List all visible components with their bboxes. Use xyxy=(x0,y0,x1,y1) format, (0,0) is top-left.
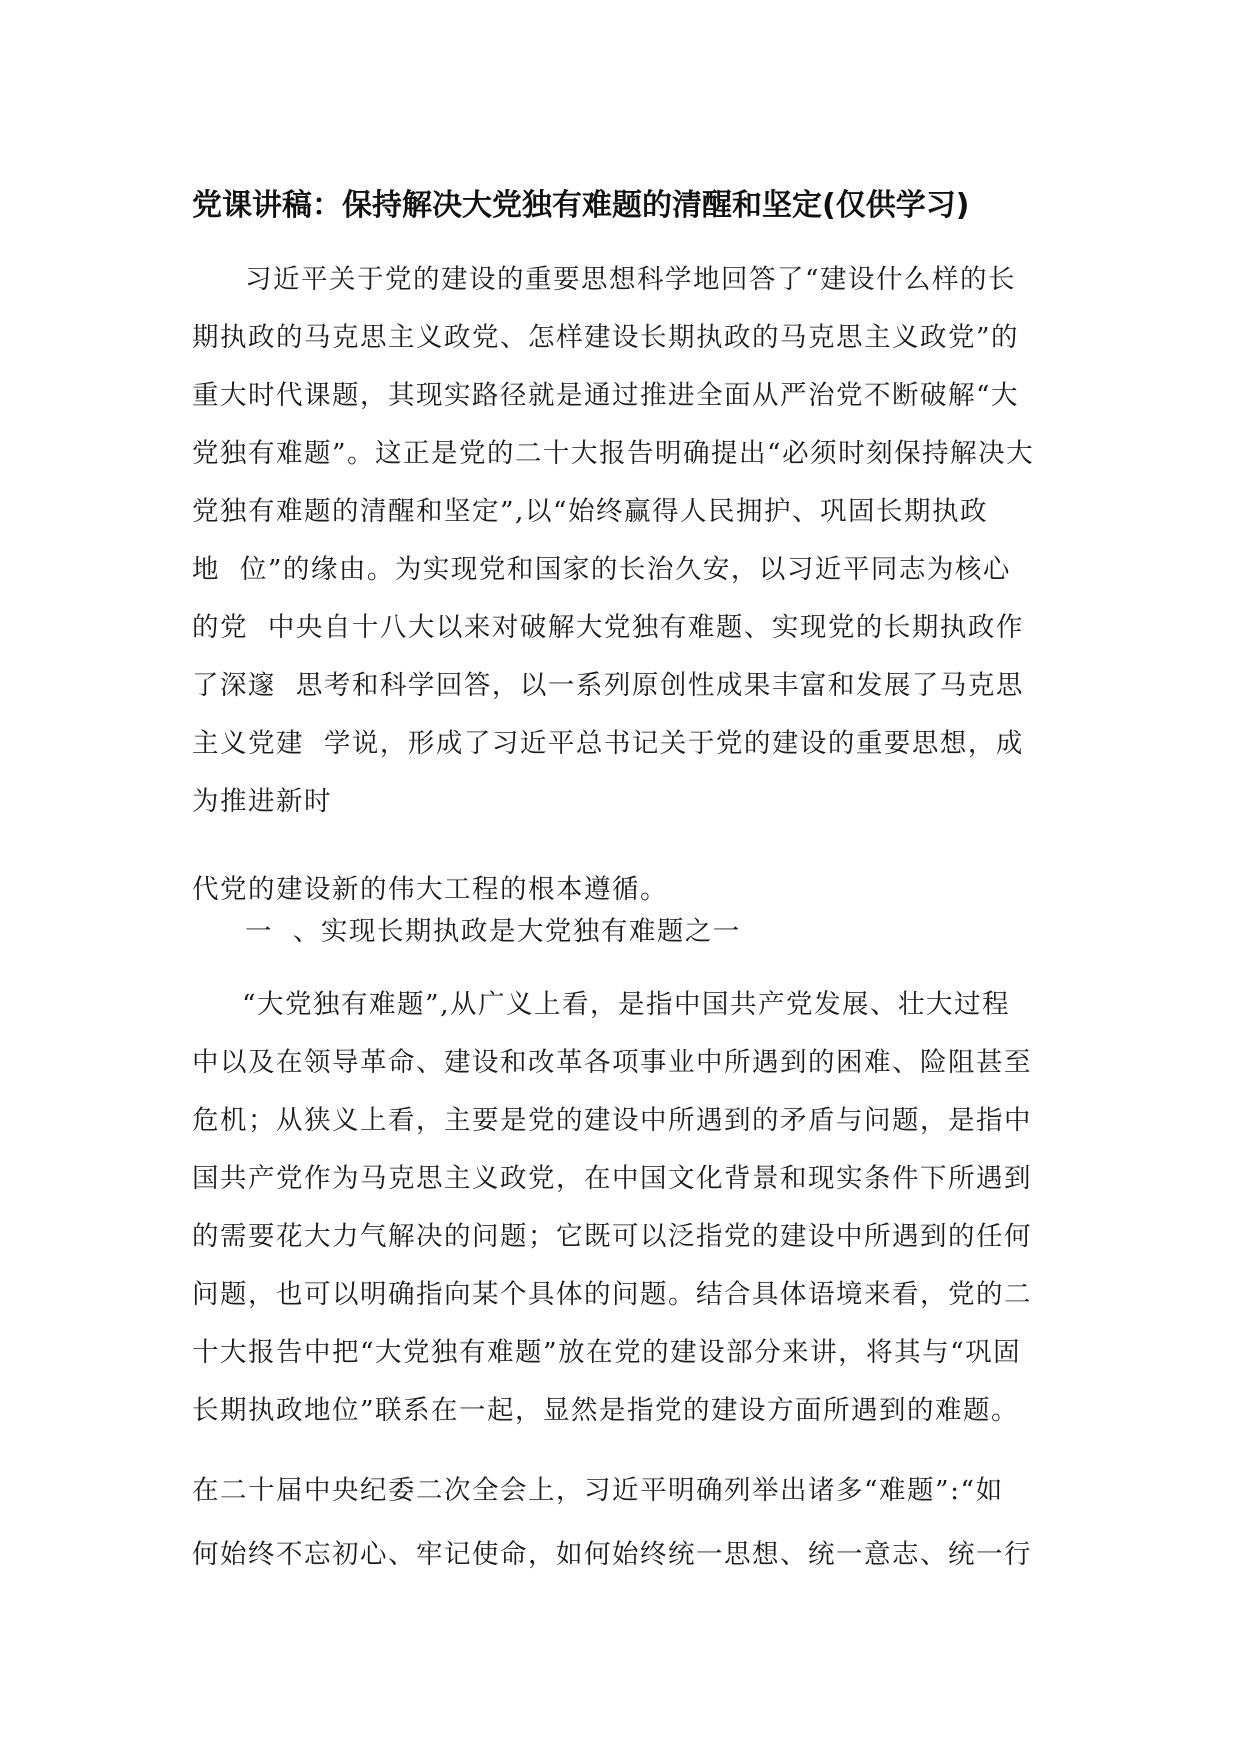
text-line: 的需要花大力气解决的问题；它既可以泛指党的建设中所遇到的任何 xyxy=(192,1221,1032,1252)
text-line: 党独有难题的清醒和坚定”,以“始终赢得人民拥护、巩固长期执政 xyxy=(192,496,989,527)
text-line: 问题，也可以明确指向某个具体的问题。结合具体语境来看，党的二 xyxy=(192,1279,1032,1310)
text-line: 十大报告中把“大党独有难题”放在党的建设部分来讲，将其与“巩固 xyxy=(192,1337,1022,1368)
text-line: 重大时代课题，其现实路径就是通过推进全面从严治党不断破解“大 xyxy=(192,380,1020,411)
text-line: 危机；从狭义上看，主要是党的建设中所遇到的矛盾与问题，是指中 xyxy=(192,1105,1032,1136)
paragraph-quote xyxy=(192,1459,1050,1587)
text-line: 地 位”的缘由。为实现党和国家的长治久安，以习近平同志为核心 xyxy=(192,554,1011,585)
paragraph-definition xyxy=(192,976,1050,1440)
text-line: 何始终不忘初心、牢记使命，如何始终统一思想、统一意志、统一行 xyxy=(192,1539,1032,1570)
text-line: 习近平关于党的建设的重要思想科学地回答了“建设什么样的长 xyxy=(245,264,1017,295)
text-line: 党独有难题”。这正是党的二十大报告明确提出“必须时刻保持解决大 xyxy=(192,438,1035,469)
text-line: 在二十届中央纪委二次全会上，习近平明确列举出诸多“难题”:“如 xyxy=(192,1475,1004,1506)
text-line: 为推进新时 xyxy=(192,786,332,817)
text-line: 国共产党作为马克思主义政党，在中国文化背景和现实条件下所遇到 xyxy=(192,1163,1032,1194)
text-line: 期执政的马克思主义政党、怎样建设长期执政的马克思主义政党”的 xyxy=(192,322,1020,353)
text-line: 长期执政地位”联系在一起，显然是指党的建设方面所遇到的难题。 xyxy=(192,1395,1020,1426)
text-line: 代党的建设新的伟大工程的根本遵循。 xyxy=(192,874,668,905)
text-line: 的党 中央自十八大以来对破解大党独有难题、实现党的长期执政作 xyxy=(192,612,1024,643)
paragraph-intro xyxy=(192,251,1050,831)
text-line: 中以及在领导革命、建设和改革各项事业中所遇到的困难、险阻甚至 xyxy=(192,1047,1032,1078)
text-line: “大党独有难题”,从广义上看，是指中国共产党发展、壮大过程 xyxy=(242,989,1011,1020)
text-line: 了深邃 思考和科学回答，以一系列原创性成果丰富和发展了马克思 xyxy=(192,670,1024,701)
text-line: 主义党建 学说，形成了习近平总书记关于党的建设的重要思想，成 xyxy=(192,728,1024,759)
section-heading: 一 、实现长期执政是大党独有难题之一 xyxy=(245,916,741,947)
document-title: 党课讲稿：保持解决大党独有难题的清醒和坚定(仅供学习) xyxy=(192,188,970,223)
